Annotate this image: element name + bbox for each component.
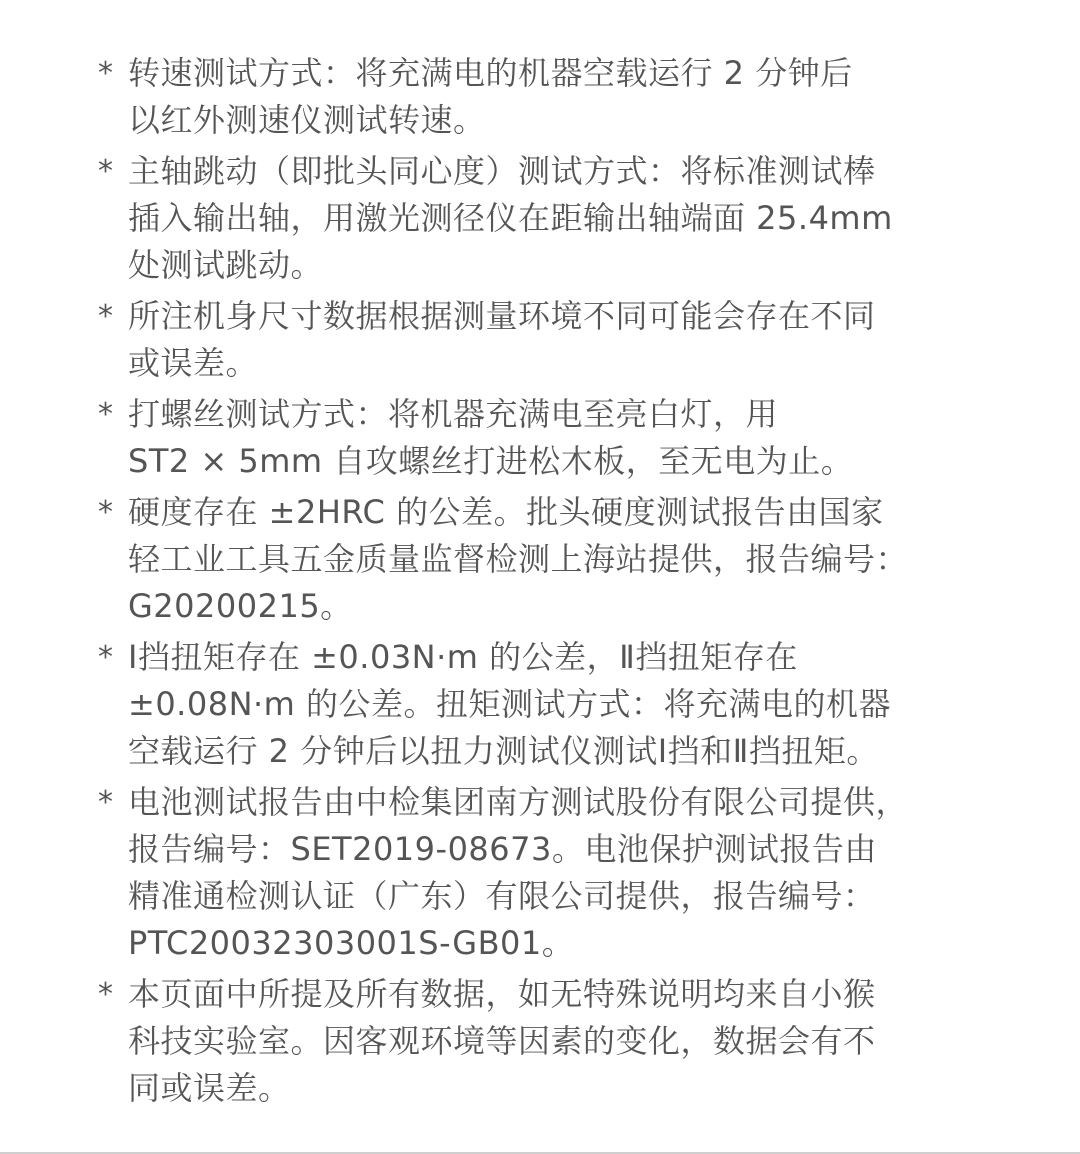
footnote-line: 硬度存在 ±2HRC 的公差。批头硬度测试报告由国家 [128,493,884,531]
footnote-dimensions [98,293,1058,387]
footnote-bullet: * [98,397,113,432]
footnote-rotation-speed [98,50,1058,144]
footnote-text [128,391,853,485]
footnote-line: G20200215。 [128,587,353,625]
footnote-bullet: * [98,785,113,820]
footnote-bullet: * [98,56,113,91]
footnote-line: 处测试跳动。 [128,246,324,284]
footnote-line: 插入输出轴，用激光测径仪在距输出轴端面 25.4mm [128,199,893,237]
footnote-torque [98,634,1058,775]
footnote-line: ±0.08N·m 的公差。扭矩测试方式：将充满电的机器 [128,685,892,723]
footnote-line: 科技实验室。因客观环境等因素的变化，数据会有不 [128,1022,876,1060]
footnote-bullet: * [98,977,113,1012]
footnote-line: 同或误差。 [128,1069,291,1107]
footnote-text [128,634,891,775]
footnote-text [128,971,876,1112]
footnote-text [128,489,908,630]
footnote-line: 精准通检测认证（广东）有限公司提供，报告编号： [128,877,876,915]
footnote-line: 或误差。 [128,344,259,382]
footnote-line: 本页面中所提及所有数据，如无特殊说明均来自小猴 [128,975,876,1013]
footnote-line: 所注机身尺寸数据根据测量环境不同可能会存在不同 [128,297,876,335]
footnote-line: 电池测试报告由中检集团南方测试股份有限公司提供， [128,783,909,821]
footnote-line: 以红外测速仪测试转速。 [128,101,486,139]
footnote-line: 主轴跳动（即批头同心度）测试方式：将标准测试棒 [128,152,876,190]
footnote-line: 轻工业工具五金质量监督检测上海站提供，报告编号： [128,540,909,578]
footnote-text [128,148,893,289]
footnote-bullet: * [98,154,113,189]
footnote-text [128,779,908,967]
footnote-bullet: * [98,299,113,334]
footnote-line: PTC20032303001S-GB01。 [128,924,575,962]
footnote-bullet: * [98,640,113,675]
footnote-text [128,50,853,144]
footnote-line: 转速测试方式：将充满电的机器空载运行 2 分钟后 [128,54,853,92]
footnote-line: Ⅰ挡扭矩存在 ±0.03N·m 的公差，Ⅱ挡扭矩存在 [128,638,798,676]
footnote-text [128,293,876,387]
footnote-line: ST2 × 5mm 自攻螺丝打进松木板，至无电为止。 [128,442,854,480]
footnote-bullet: * [98,495,113,530]
footnote-hardness [98,489,1058,630]
footnote-battery-report [98,779,1058,967]
footnotes-list [98,50,1058,1116]
footnote-screw-test [98,391,1058,485]
footnote-spindle-runout [98,148,1058,289]
footnote-line: 报告编号：SET2019-08673。电池保护测试报告由 [128,830,877,868]
footnote-line: 打螺丝测试方式：将机器充满电至亮白灯，用 [128,395,779,433]
footnote-data-source [98,971,1058,1112]
footnote-line: 空载运行 2 分钟后以扭力测试仪测试Ⅰ挡和Ⅱ挡扭矩。 [128,732,879,770]
